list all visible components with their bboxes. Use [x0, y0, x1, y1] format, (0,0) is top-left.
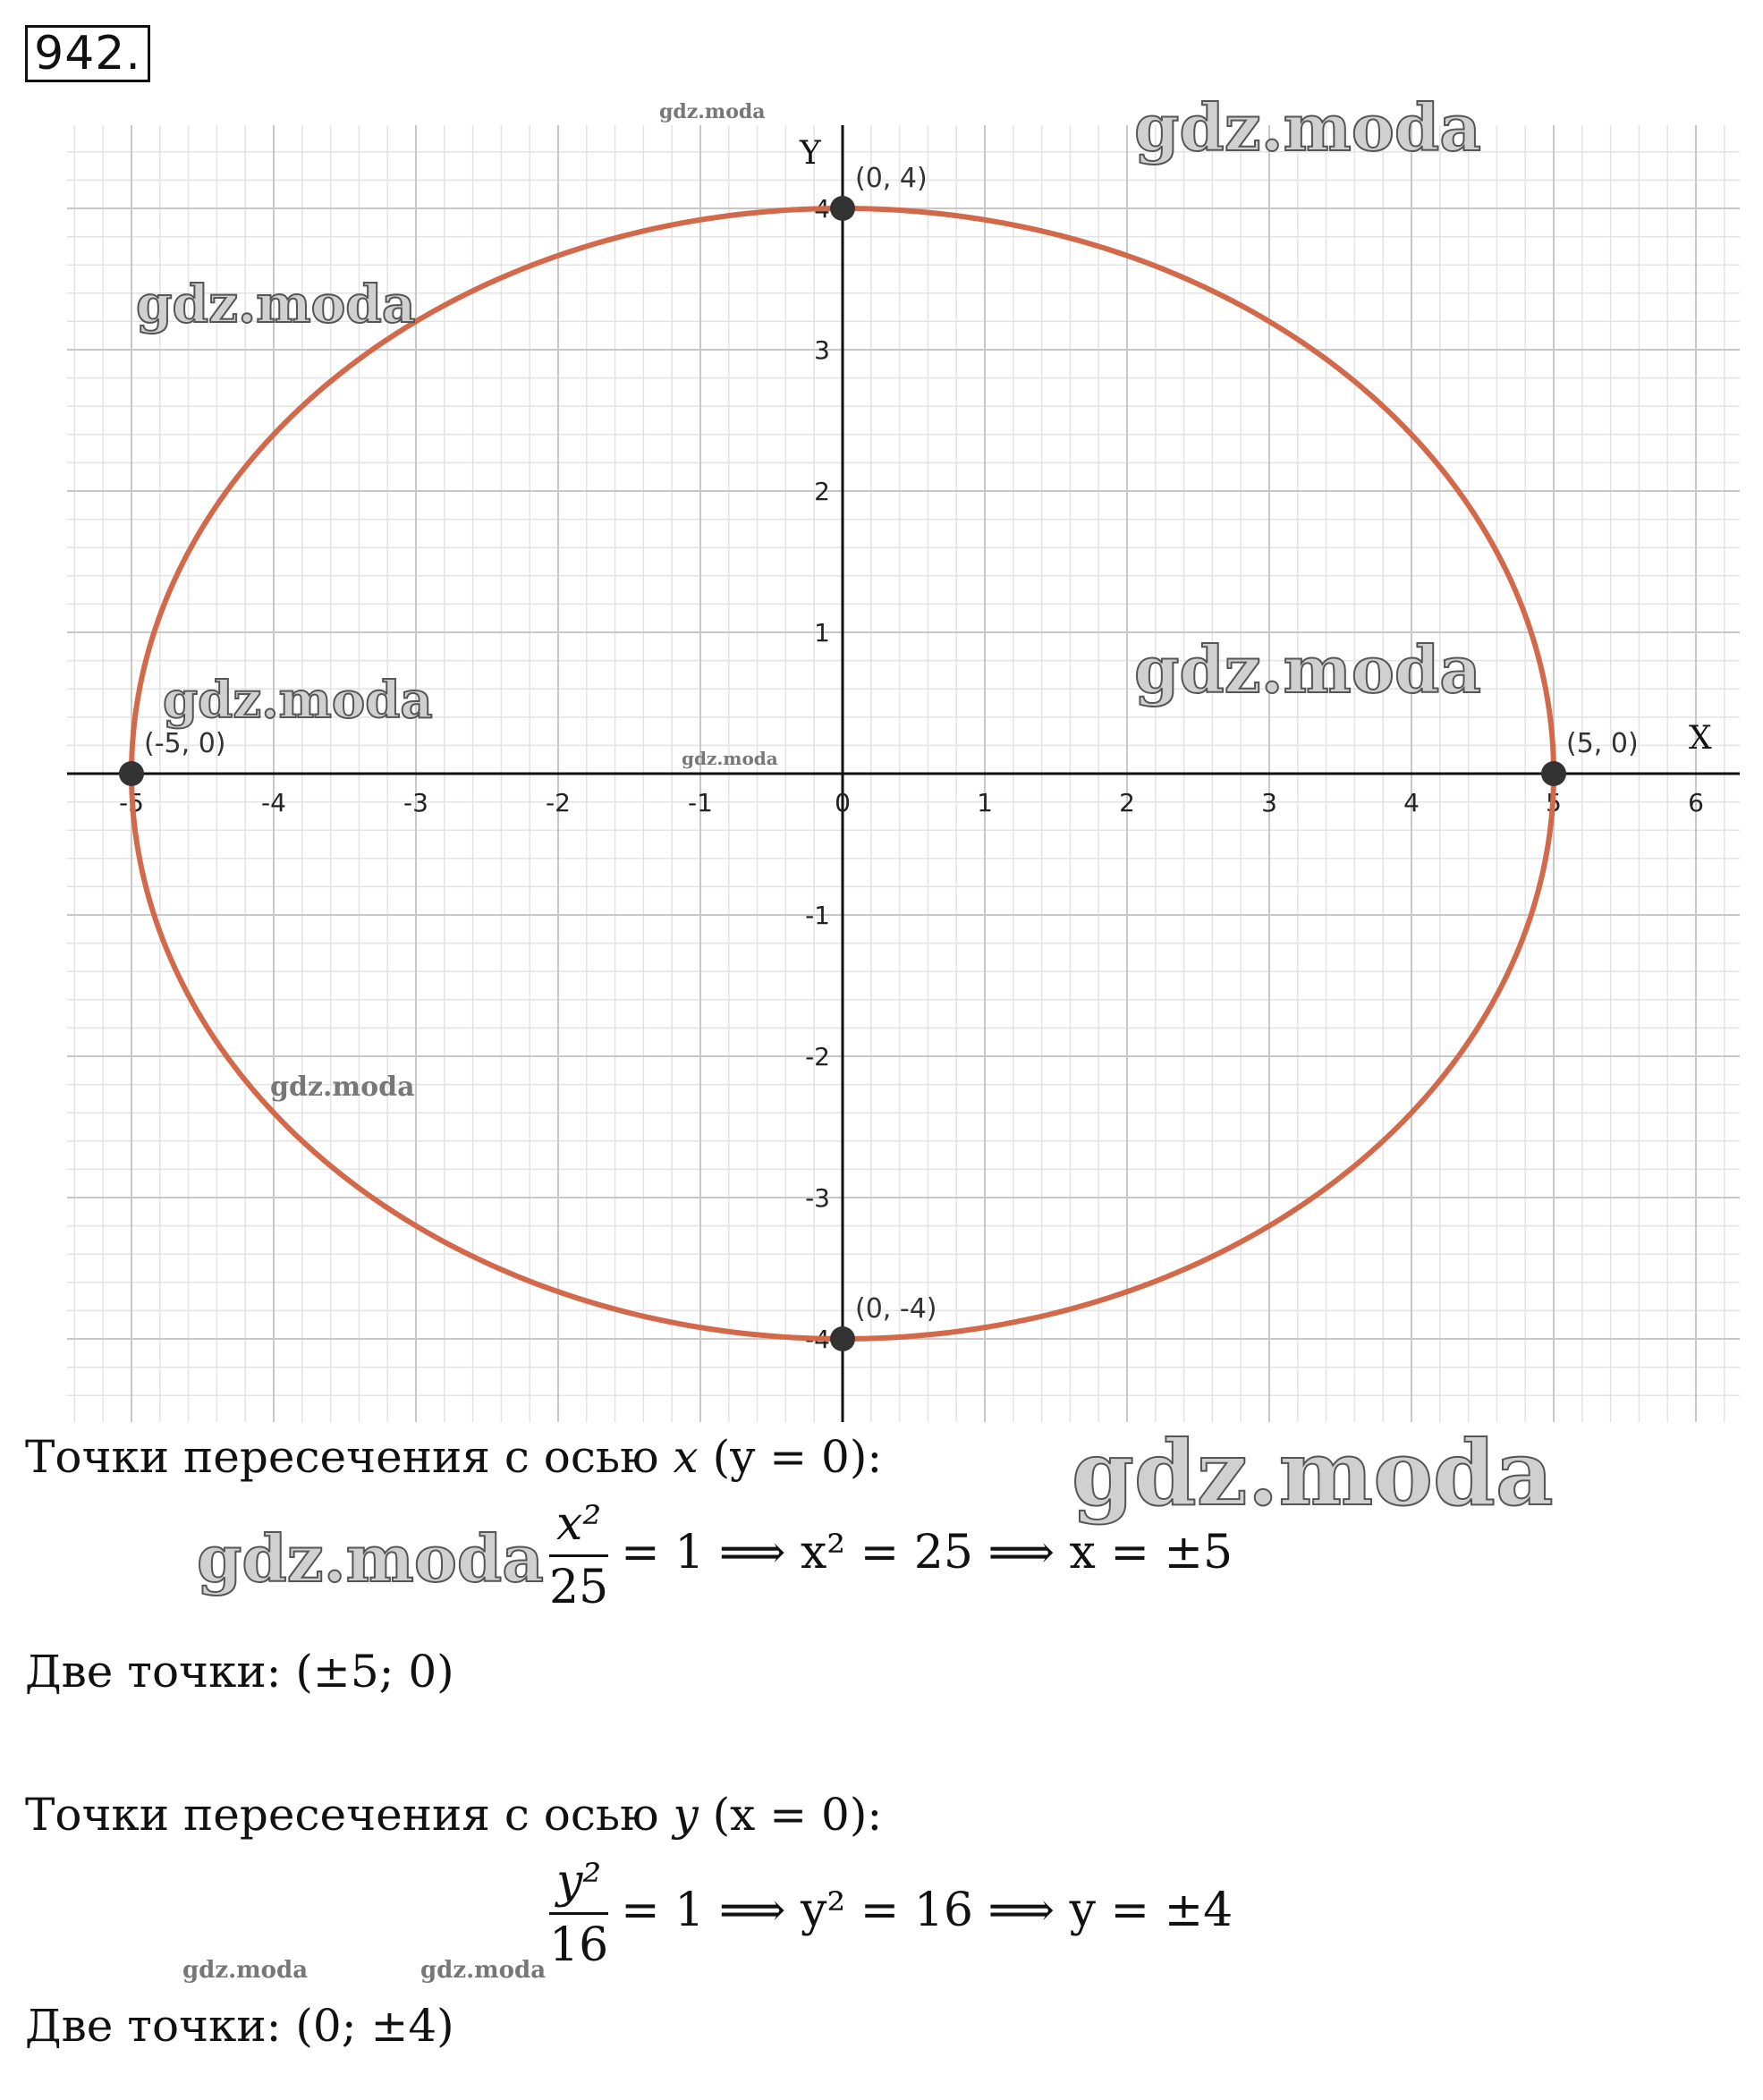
watermark-small: gdz.moda — [182, 1957, 309, 1984]
x-tick-label: -2 — [546, 788, 571, 817]
point-label: (0, 4) — [855, 163, 928, 194]
x-tick-label: -1 — [688, 788, 713, 817]
y-tick-label: 1 — [814, 618, 830, 648]
x-fraction — [549, 1495, 608, 1616]
watermark-small: gdz.moda — [420, 1957, 547, 1984]
x-tick-label: 2 — [1119, 788, 1135, 817]
x-result: Две точки: (±5; 0) — [25, 1646, 454, 1698]
x-equation — [537, 1495, 1233, 1616]
x-tick-label: -4 — [261, 788, 286, 817]
data-point — [1541, 761, 1566, 786]
watermark: gdz.moda — [197, 1520, 544, 1596]
watermark-small: gdz.moda — [659, 100, 766, 123]
x-tick-label: 1 — [977, 788, 993, 817]
data-point — [830, 196, 855, 221]
point-label: (-5, 0) — [144, 728, 226, 759]
fraction-numerator: y² — [549, 1853, 608, 1915]
y-tick-label: -1 — [805, 901, 830, 930]
x-tick-label: 5 — [1546, 788, 1562, 817]
point-label: (0, -4) — [855, 1293, 937, 1325]
axis-variable: y — [673, 1789, 699, 1841]
y-tick-label: -2 — [805, 1042, 830, 1071]
y-axis-label: Y — [800, 135, 821, 172]
y-result: Две точки: (0; ±4) — [25, 2000, 454, 2052]
watermark: gdz.moda — [136, 274, 416, 334]
watermark-small: gdz.moda — [270, 1071, 415, 1103]
data-point — [830, 1326, 855, 1351]
data-point — [119, 761, 144, 786]
x-tick-label: 6 — [1688, 788, 1704, 817]
fraction-denominator: 25 — [549, 1561, 609, 1614]
heading-text: Точки пересечения с осью — [25, 1789, 659, 1841]
y-equation — [537, 1853, 1233, 1974]
y-tick-label: -3 — [805, 1183, 830, 1213]
points — [119, 163, 1639, 1351]
y-tick-label: 2 — [814, 477, 830, 506]
fraction-denominator: 16 — [549, 1918, 609, 1972]
y-intercepts-heading — [25, 1789, 882, 1841]
fraction-numerator: x² — [549, 1495, 608, 1557]
watermark: gdz.moda — [1072, 1420, 1554, 1526]
x-tick-label: 0 — [835, 788, 851, 817]
watermark: gdz.moda — [1134, 631, 1481, 707]
heading-text: Точки пересечения с осью — [25, 1431, 659, 1483]
x-tick-label: -5 — [119, 788, 144, 817]
equation-rest: = 1 ⟹ x² = 25 ⟹ x = ±5 — [621, 1526, 1233, 1579]
watermark: gdz.moda — [163, 671, 433, 730]
x-tick-label: -3 — [403, 788, 428, 817]
y-tick-label: -4 — [805, 1325, 830, 1354]
x-tick-label: 3 — [1261, 788, 1277, 817]
problem-number: 942. — [25, 25, 150, 82]
point-label: (5, 0) — [1566, 728, 1639, 759]
condition: (x = 0): — [712, 1789, 883, 1841]
watermark-small: gdz.moda — [682, 748, 778, 769]
x-tick-label: 4 — [1403, 788, 1420, 817]
x-axis-label: X — [1689, 720, 1712, 757]
axis-variable: x — [673, 1431, 699, 1483]
condition: (y = 0): — [712, 1431, 883, 1483]
equation-rest: = 1 ⟹ y² = 16 ⟹ y = ±4 — [621, 1884, 1233, 1937]
y-tick-label: 4 — [814, 194, 830, 224]
x-intercepts-heading — [25, 1431, 882, 1483]
watermark: gdz.moda — [1134, 89, 1481, 165]
y-fraction — [549, 1853, 608, 1974]
y-tick-label: 3 — [814, 335, 830, 365]
